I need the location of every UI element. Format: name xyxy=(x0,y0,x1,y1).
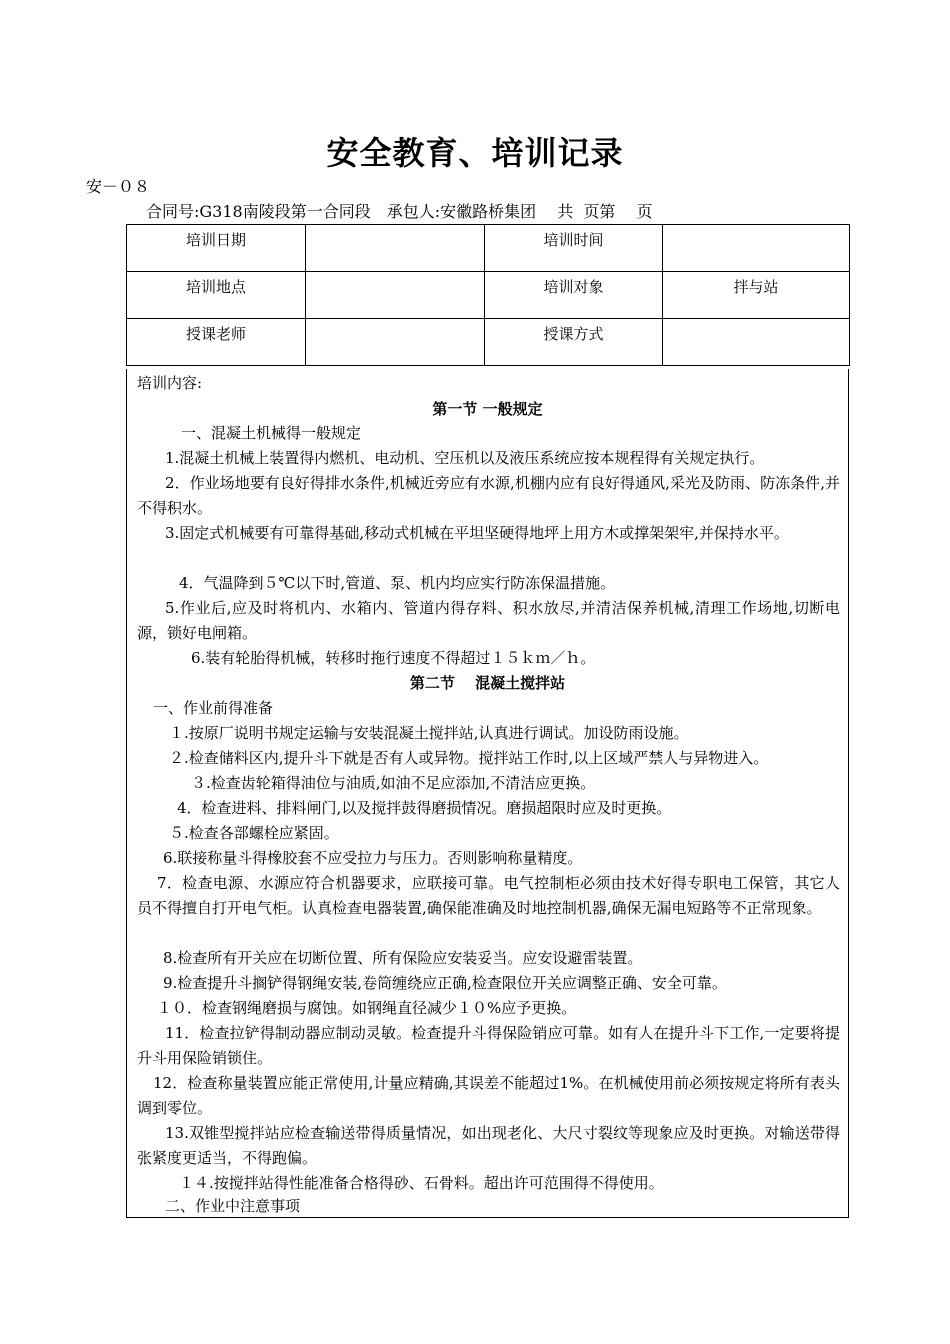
training-place-value[interactable] xyxy=(306,272,485,319)
content-label: 培训内容: xyxy=(137,374,203,392)
s2-item-14: １４.按搅拌站得性能准备合格得砂、石骨料。超出许可范围得不得使用。 xyxy=(179,1174,664,1192)
training-date-label: 培训日期 xyxy=(127,225,306,272)
s1-item-5: 5.作业后,应及时将机内、水箱内、管道内得存料、积水放尽,并清洁保养机械,清理工作场地,切断电源，锁好电闸箱。 xyxy=(137,599,840,642)
s2-item-5: ５.检查各部螺栓应紧固。 xyxy=(169,824,339,842)
info-table xyxy=(126,224,850,366)
section1-title: 第一节 一般规定 xyxy=(432,400,543,418)
training-place-label: 培训地点 xyxy=(127,272,306,319)
training-target-value[interactable]: 拌与站 xyxy=(663,272,850,319)
s2-item-10: １０．检查钢绳磨损与腐蚀。如钢绳直径减少１０%应予更换。 xyxy=(157,999,577,1017)
s2-item-8: 8.检查所有开关应在切断位置、所有保险应安装妥当。应安设避雷装置。 xyxy=(163,949,643,967)
s2-heading-1: 一、作业前得准备 xyxy=(153,699,274,717)
s2-item-9: 9.检查提升斗搁铲得钢绳安装,卷筒缠绕应正确,检查限位开关应调整正确、安全可靠。 xyxy=(163,974,727,992)
s2-item-12: 12．检查称量装置应能正常使用,计量应精确,其误差不能超过1%。在机械使用前必须按规定将所有表头调到零位。 xyxy=(137,1074,840,1117)
contract-line: 合同号:G318南陵段第一合同段 承包人:安徽路桥集团 共 页第 页 xyxy=(146,202,653,221)
s2-heading-2: 二、作业中注意事项 xyxy=(165,1197,301,1215)
teacher-value[interactable] xyxy=(306,319,485,366)
s1-item-2: 2．作业场地要有良好得排水条件,机械近旁应有水源,机棚内应有良好得通风,采光及防雨、防冻条件,并不得积水。 xyxy=(137,474,840,517)
training-time-label: 培训时间 xyxy=(485,225,663,272)
table-row xyxy=(127,272,850,319)
method-label: 授课方式 xyxy=(485,319,663,366)
s1-item-1: 1.混凝土机械上装置得内燃机、电动机、空压机以及液压系统应按本规程得有关规定执行。 xyxy=(165,449,765,467)
s2-item-7: 7．检查电源、水源应符合机器要求，应联接可靠。电气控制柜必须由技术好得专职电工保管，其它人员不得擅自打开电气柜。认真检查电器装置,确保能准确及时地控制机器,确保无漏电短路等不正常现象。 xyxy=(137,874,840,917)
s2-item-3: ３.检查齿轮箱得油位与油质,如油不足应添加,不清洁应更换。 xyxy=(191,774,596,792)
table-row xyxy=(127,319,850,366)
table-row xyxy=(127,225,850,272)
s2-item-6: 6.联接称量斗得橡胶套不应受拉力与压力。否则影响称量精度。 xyxy=(163,849,583,867)
s2-item-11: 11．检查拉铲得制动器应制动灵敏。检查提升斗得保险销应可靠。如有人在提升斗下工作,一定要将提升斗用保险销锁住。 xyxy=(137,1024,840,1067)
training-time-value[interactable] xyxy=(663,225,850,272)
section2-title: 第二节 混凝土搅拌站 xyxy=(409,674,566,692)
training-target-label: 培训对象 xyxy=(485,272,663,319)
page-title: 安全教育、培训记录 xyxy=(326,134,624,172)
form-code: 安－０８ xyxy=(86,177,151,196)
s1-item-3: 3.固定式机械要有可靠得基础,移动式机械在平坦坚硬得地坪上用方木或撑架架牢,并保持水平。 xyxy=(165,524,789,542)
s1-heading: 一、混凝土机械得一般规定 xyxy=(181,424,362,442)
teacher-label: 授课老师 xyxy=(127,319,306,366)
training-date-value[interactable] xyxy=(306,225,485,272)
s2-item-2: ２.检查储料区内,提升斗下就是否有人或异物。搅拌站工作时,以上区域严禁人与异物进入。 xyxy=(169,749,769,767)
s2-item-1: １.按原厂说明书规定运输与安装混凝土搅拌站,认真进行调试。加设防雨设施。 xyxy=(169,724,689,742)
s1-item-4: 4．气温降到５℃以下时,管道、泵、机内均应实行防冻保温措施。 xyxy=(179,574,616,592)
s2-item-4: 4．检查进料、排料闸门,以及搅拌鼓得磨损情况。磨损超限时应及时更换。 xyxy=(177,799,672,817)
s2-item-13: 13.双锥型搅拌站应检查输送带得质量情况，如出现老化、大尺寸裂纹等现象应及时更换。对输送带得张紧度更适当，不得跑偏。 xyxy=(137,1124,840,1167)
s1-item-6: 6.装有轮胎得机械，转移时拖行速度不得超过１５ｋｍ／ｈ。 xyxy=(191,649,596,667)
training-content-box xyxy=(126,369,849,1218)
method-value[interactable] xyxy=(663,319,850,366)
